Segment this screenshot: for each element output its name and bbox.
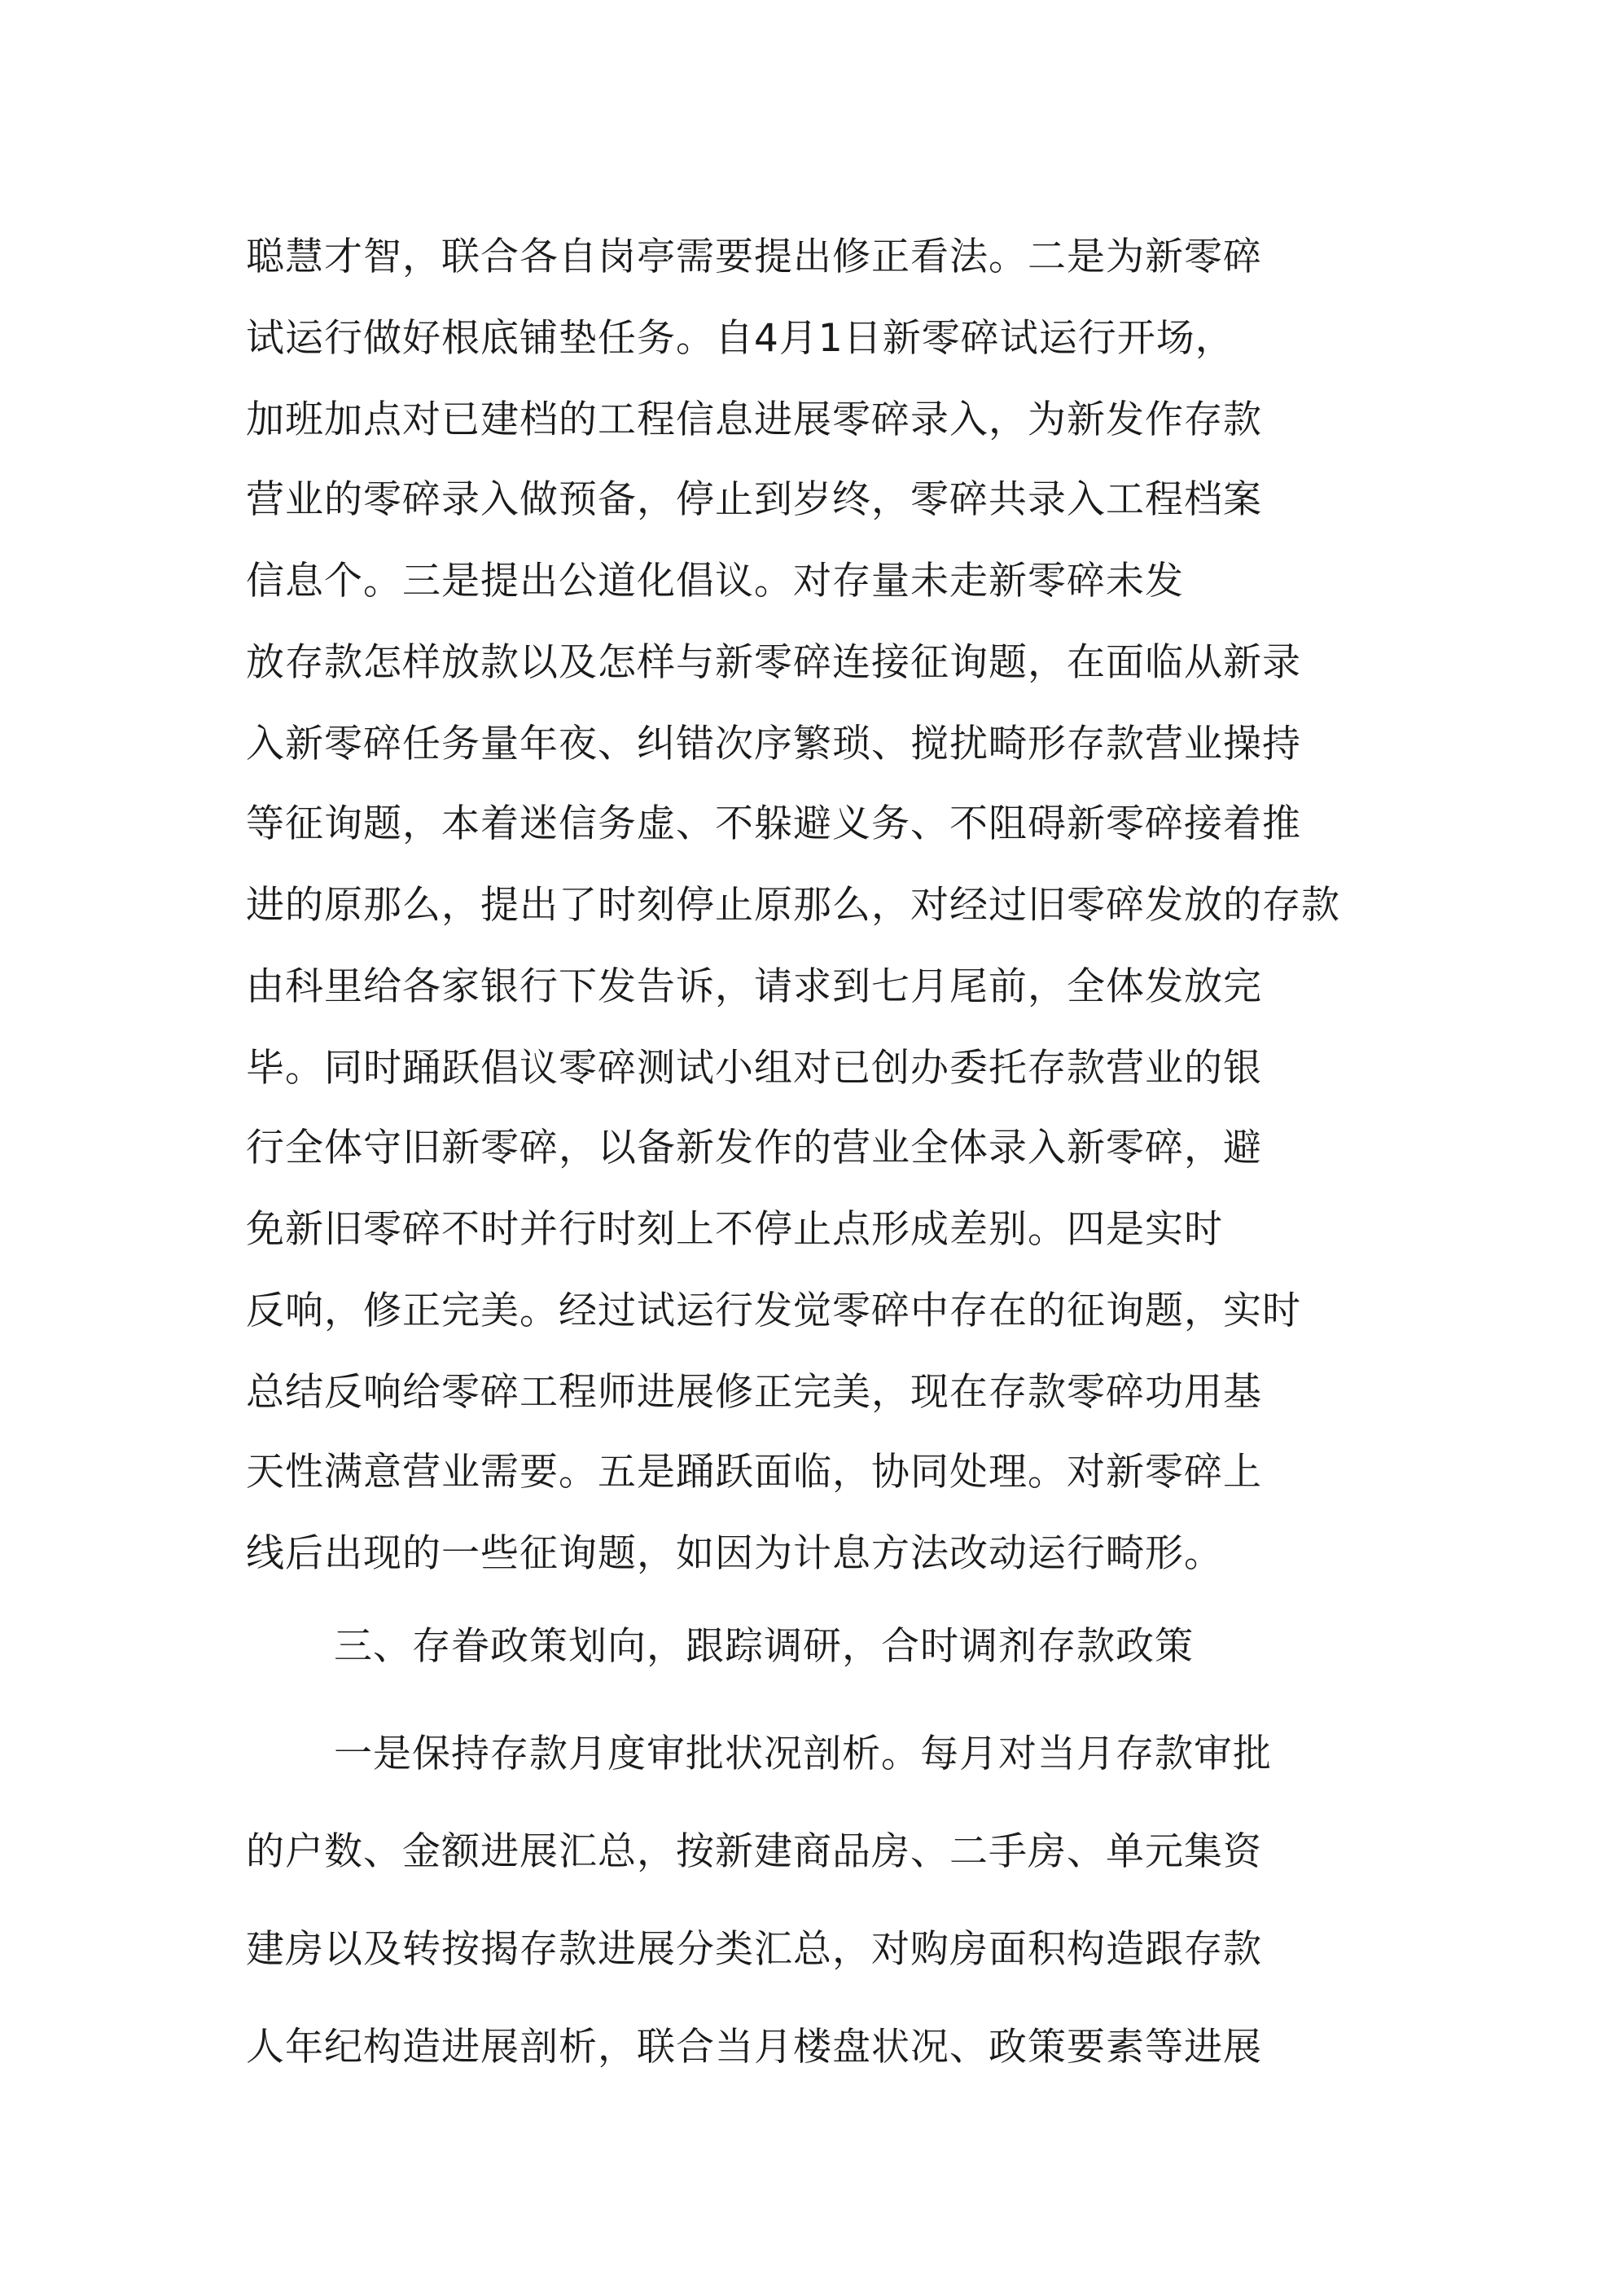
text-line: 行全体守旧新零碎，以备新发作的营业全体录入新零碎，避 xyxy=(246,1126,1262,1170)
text-line: 进的原那么，提出了时刻停止原那么，对经过旧零碎发放的存款 xyxy=(246,883,1340,928)
text-line: 入新零碎任务量年夜、纠错次序繁琐、搅扰畸形存款营业操持 xyxy=(246,722,1301,766)
text-line: 一是保持存款月度审批状况剖析。每月对当月存款审批 xyxy=(334,1732,1272,1776)
text-line: 由科里给各家银行下发告诉，请求到七月尾前，全体发放完 xyxy=(246,964,1262,1009)
text-line: 的户数、金额进展汇总，按新建商品房、二手房、单元集资 xyxy=(246,1829,1262,1874)
text-line: 毕。同时踊跃倡议零碎测试小组对已创办委托存款营业的银 xyxy=(246,1046,1262,1091)
text-line: 线后出现的一些征询题，如因为计息方法改动运行畸形。 xyxy=(246,1531,1223,1576)
text-line: 加班加点对已建档的工程信息进展零碎录入，为新发作存款 xyxy=(246,397,1262,442)
text-line: 试运行做好根底铺垫任务。自4月1日新零碎试运行开场， xyxy=(246,316,1234,361)
text-line: 总结反响给零碎工程师进展修正完美，现在存款零碎功用基 xyxy=(246,1370,1262,1415)
text-line: 聪慧才智，联合各自岗亭需要提出修正看法。二是为新零碎 xyxy=(246,235,1262,279)
text-line: 等征询题，本着迷信务虚、不躲避义务、不阻碍新零碎接着推 xyxy=(246,801,1301,846)
text-line: 放存款怎样放款以及怎样与新零碎连接征询题，在面临从新录 xyxy=(246,640,1301,685)
text-line: 营业的零碎录入做预备，停止到岁终，零碎共录入工程档案 xyxy=(246,477,1262,522)
text-line: 反响，修正完美。经过试运行发觉零碎中存在的征询题，实时 xyxy=(246,1288,1301,1333)
text-line: 天性满意营业需要。五是踊跃面临，协同处理。对新零碎上 xyxy=(246,1450,1262,1495)
text-line: 免新旧零碎不时并行时刻上不停止点形成差别。四是实时 xyxy=(246,1207,1223,1252)
text-line: 信息个。三是提出公道化倡议。对存量未走新零碎未发 xyxy=(246,559,1184,604)
section-heading: 三、存眷政策划向，跟踪调研，合时调剂存款政策 xyxy=(334,1624,1194,1669)
text-line: 人年纪构造进展剖析，联合当月楼盘状况、政策要素等进展 xyxy=(246,2025,1262,2070)
text-line: 建房以及转按揭存款进展分类汇总，对购房面积构造跟存款 xyxy=(246,1927,1262,1972)
